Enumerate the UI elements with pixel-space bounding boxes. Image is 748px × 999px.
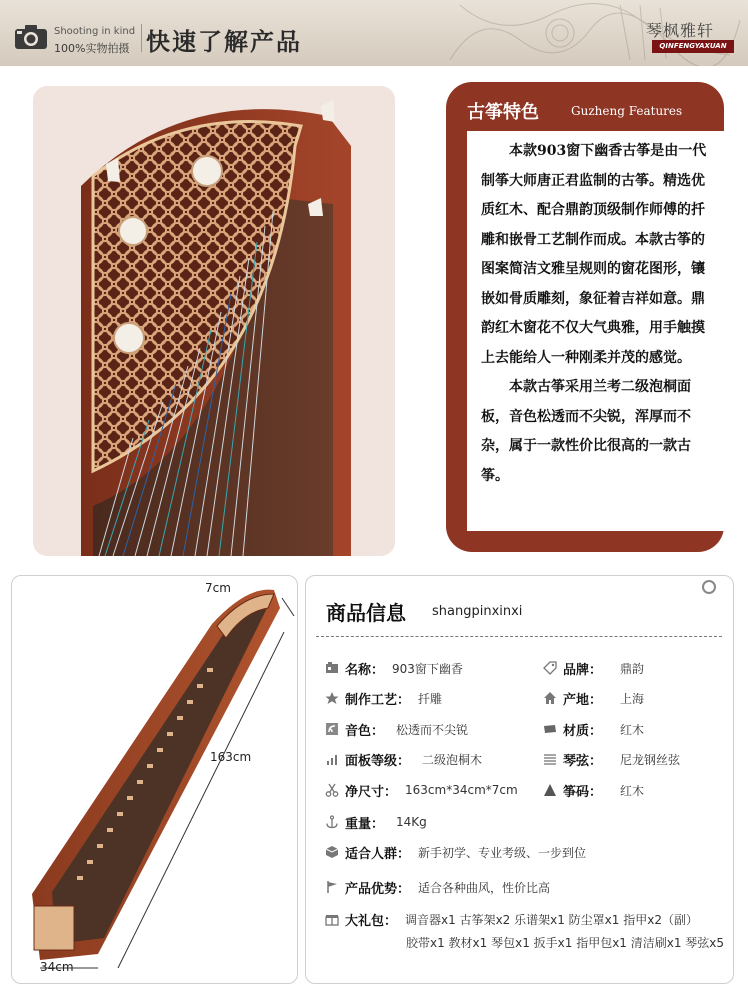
info-subtitle: shangpinxinxi	[432, 604, 523, 619]
info-label: 净尺寸：	[345, 784, 398, 800]
gift-list-line-2: 胶带x1 教材x1 琴包x1 扳手x1 指甲包x1 清洁刷x1 琴弦x5	[406, 936, 725, 950]
tag-icon	[543, 661, 557, 675]
info-row-name	[325, 659, 463, 677]
features-subtitle: Guzheng Features	[571, 104, 683, 118]
info-label: 大礼包：	[345, 913, 398, 929]
guzheng-closeup-image	[33, 86, 395, 556]
anchor-icon	[325, 815, 339, 829]
info-value: 适合各种曲风，性价比高	[418, 880, 551, 895]
info-label: 产品优势：	[345, 881, 411, 897]
info-label: 材质：	[563, 723, 603, 739]
info-label: 重量：	[345, 816, 385, 832]
info-label: 名称：	[345, 662, 385, 678]
info-row-advantage	[325, 878, 550, 896]
info-value: 尼龙钢丝弦	[620, 752, 681, 767]
info-value: 新手初学、专业考级、一步到位	[418, 845, 587, 860]
header-divider	[141, 24, 142, 52]
features-description	[481, 137, 717, 491]
features-paragraph-1: 本款903窗下幽香古筝是由一代制筝大师唐正君监制的古筝。精选优质红木、配合鼎韵顶级制作师傅的扦雕和嵌骨工艺制作而成。本款古筝的图案简洁文雅呈规则的窗花图形，镶嵌如骨质雕刻，象征着吉祥如意。鼎韵红木窗花不仅大气典雅，用手触摸上去能给人一种刚柔并茂的感觉。	[481, 143, 707, 366]
info-row-brand	[543, 659, 644, 677]
info-row-strings	[543, 750, 680, 768]
info-value: 调音器x1 古筝架x2 乐谱架x1 防尘罩x1 指甲x2（副）	[405, 912, 698, 927]
bar-chart-icon	[325, 752, 339, 766]
lines-icon	[543, 752, 557, 766]
flag-icon	[325, 880, 339, 894]
features-paragraph-2: 本款古筝采用兰考二级泡桐面板，音色松透而不尖锐，浑厚而不杂，属于一款性价比很高的一款古筝。	[481, 379, 691, 484]
info-label: 品牌：	[563, 662, 603, 678]
info-divider	[316, 636, 722, 637]
info-row-origin	[543, 689, 644, 707]
cube-icon	[325, 845, 339, 859]
width-dimension-label: 34cm	[40, 960, 74, 974]
info-value: 上海	[620, 691, 645, 706]
info-row-panel-grade	[325, 750, 482, 768]
info-title: 商品信息	[326, 601, 406, 625]
info-label: 面板等级：	[345, 753, 411, 769]
info-label: 琴弦：	[563, 753, 603, 769]
features-title: 古筝特色	[467, 102, 539, 123]
info-row-audience	[325, 843, 586, 861]
info-value: 鼎韵	[620, 661, 645, 676]
info-row-weight	[325, 813, 427, 831]
material-icon	[543, 722, 557, 736]
length-dimension-label: 163cm	[210, 750, 252, 764]
sound-icon	[325, 722, 339, 736]
info-label: 音色：	[345, 723, 385, 739]
info-value: 松透而不尖锐	[396, 722, 469, 737]
guzheng-full-image	[12, 576, 297, 983]
info-value: 扦雕	[418, 691, 443, 706]
scissors-icon	[325, 783, 339, 797]
info-label: 产地：	[563, 692, 603, 708]
info-label: 适合人群：	[345, 846, 411, 862]
gift-icon	[325, 912, 339, 926]
triangle-icon	[543, 783, 557, 797]
info-value: 红木	[620, 722, 645, 737]
header-banner	[0, 0, 748, 66]
info-row-craft	[325, 689, 442, 707]
page-title: 快速了解产品	[146, 27, 302, 56]
product-photo-closeup	[33, 86, 395, 556]
star-icon	[325, 691, 339, 705]
info-value: 14Kg	[396, 815, 427, 829]
dimension-photo-card	[11, 575, 298, 984]
info-label: 筝码：	[563, 784, 603, 800]
ring-icon	[702, 580, 716, 594]
info-label: 制作工艺：	[345, 692, 411, 708]
depth-dimension-label: 7cm	[205, 581, 231, 595]
info-value: 903窗下幽香	[392, 661, 463, 676]
info-row-size	[325, 781, 518, 799]
home-icon	[543, 691, 557, 705]
real-photo-label: 100%实物拍摄	[54, 42, 130, 55]
info-value: 163cm*34cm*7cm	[405, 783, 518, 797]
brand-name: 琴枫雅轩	[646, 21, 715, 40]
camera-icon	[14, 24, 48, 50]
info-value: 红木	[620, 783, 645, 798]
info-row-gift	[325, 910, 698, 928]
shooting-in-kind-label: Shooting in kind	[54, 26, 136, 37]
info-row-material	[543, 720, 644, 738]
info-row-tone	[325, 720, 468, 738]
info-row-bridges	[543, 781, 644, 799]
info-value: 二级泡桐木	[422, 752, 483, 767]
brand-name-en: QINFENGYAXUAN	[652, 40, 734, 53]
name-icon	[325, 661, 339, 675]
